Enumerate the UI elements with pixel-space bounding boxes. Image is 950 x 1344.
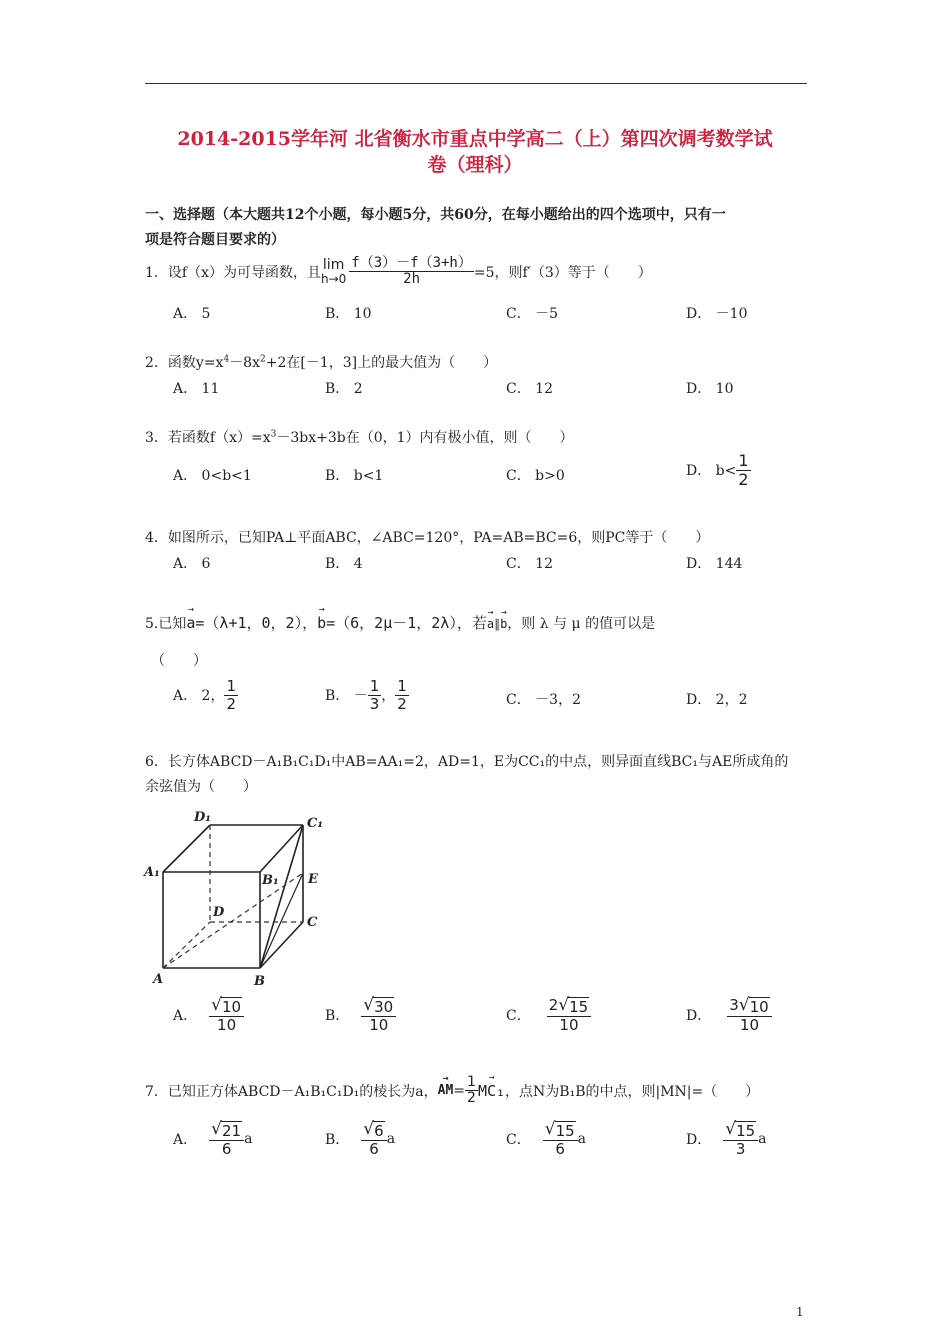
q3-tail: －3bx+3b在（0，1）内有极小值，则（ ） — [276, 430, 574, 446]
q5-opta-fraction — [224, 678, 238, 712]
q5-optb-den1: 3 — [369, 694, 380, 713]
label-D1: D₁ — [194, 810, 211, 825]
q6-opta-den: 10 — [217, 1016, 237, 1034]
q6-optd-radicand: 10 — [749, 998, 769, 1016]
q2-exp2: 2 — [260, 354, 266, 365]
label-A: A — [153, 972, 164, 987]
q3-exp: 3 — [270, 429, 277, 440]
q5-optb-sep: ， — [381, 688, 396, 704]
question-7 — [145, 1075, 759, 1107]
q1-lim-sub: h→0 — [320, 272, 347, 287]
q5-vector-b-cond: → b — [500, 617, 507, 631]
q3-optd-num: 1 — [738, 451, 749, 470]
exam-title-line1: 2014-2015学年河 北省衡水市重点中学高二（上）第四次调考数学试 — [177, 128, 773, 150]
q6-option-d — [686, 997, 772, 1034]
segment-BC1 — [260, 825, 303, 968]
q4-option-c: C． 12 — [506, 556, 553, 572]
q7-vector-mc1: → MC₁ — [478, 1082, 505, 1100]
q1-frac-den: 2h — [403, 271, 420, 288]
q6-option-b — [325, 997, 396, 1034]
q6-optd-label: D． — [686, 1008, 712, 1025]
q5-vector-a: → a — [186, 614, 195, 632]
q6-optc-coef: 2 — [548, 996, 559, 1014]
q4-option-d: D． 144 — [686, 556, 743, 572]
exam-title-line2: 卷（理科） — [427, 154, 523, 176]
q7-optb-fraction: √ 6 6 — [361, 1121, 386, 1158]
q7-optd-suffix: a — [758, 1131, 767, 1148]
q7-optc-fraction: √ 15 6 — [543, 1121, 578, 1158]
q7-tail: ，点N为B₁B的中点，则|MN|=（ ） — [505, 1083, 760, 1100]
question-5 — [145, 612, 655, 633]
q1-tail: =5，则f′（3）等于（ ） — [473, 264, 652, 281]
edge-A1D1 — [163, 825, 210, 872]
q6-opta-sqrt: √ 10 — [211, 995, 242, 1016]
q6-optd-coef: 3 — [729, 996, 739, 1014]
q2-tail: +2在[－1，3]上的最大值为（ ） — [265, 355, 498, 371]
q1-frac-num: f（3）－f（3+h） — [351, 255, 472, 271]
q7-vector-am: → AM — [438, 1083, 454, 1098]
q6-optd-den: 10 — [739, 1016, 760, 1034]
q7-optb-den: 6 — [369, 1140, 379, 1158]
q6-opta-radicand: 10 — [221, 998, 242, 1016]
label-A1: A₁ — [144, 865, 160, 880]
q1-option-d: D． －10 — [686, 306, 748, 322]
q7-opta-label: A． — [173, 1132, 198, 1149]
q6-cuboid-figure — [140, 805, 340, 990]
q5-opta-label: A． 2， — [173, 688, 225, 704]
q7-optd-label: D． — [686, 1132, 712, 1149]
question-1 — [145, 256, 652, 288]
q3-option-a: A． 0<b<1 — [173, 468, 252, 484]
q1-limit — [321, 257, 346, 287]
q3-optd-den: 2 — [738, 469, 749, 489]
q4-option-a: A． 6 — [173, 556, 211, 572]
q6-optb-radicand: 30 — [374, 998, 394, 1016]
q5-option-c: C． －3，2 — [506, 692, 581, 708]
q7-frac-num: 1 — [467, 1074, 476, 1090]
q5-optb-num2: 1 — [397, 677, 407, 695]
q7-optb-suffix: a — [386, 1131, 396, 1148]
q5-blank: （ ） — [151, 653, 207, 669]
q2-exp1: 4 — [223, 354, 230, 365]
q7-stem: 7．已知正方体ABCD－A₁B₁C₁D₁的棱长为a， — [145, 1083, 438, 1100]
q6-opta-fraction — [209, 997, 244, 1034]
q6-optc-radicand: 15 — [569, 998, 589, 1016]
q6-option-a — [173, 997, 244, 1034]
q7-optc-den: 6 — [555, 1140, 565, 1158]
q7-opta-suffix: a — [244, 1131, 253, 1148]
q3-stem: 3．若函数f（x）=x — [145, 430, 271, 446]
q6-optb-fraction — [361, 997, 396, 1034]
q1-option-b: B． 10 — [325, 306, 372, 322]
q6-optc-label: C． — [506, 1008, 531, 1025]
q6-optb-den: 10 — [369, 1016, 389, 1034]
q7-optc-suffix: a — [577, 1131, 587, 1148]
q7-option-d — [686, 1121, 767, 1158]
q3-option-b: B． b<1 — [325, 468, 384, 484]
question-2 — [145, 352, 497, 372]
q3-option-d — [686, 452, 751, 488]
q6-option-c — [506, 997, 591, 1034]
q7-half-fraction — [465, 1075, 478, 1107]
q5-optb-num1: 1 — [369, 677, 380, 695]
q2-option-c: C． 12 — [506, 381, 553, 397]
q7-opta-den: 6 — [221, 1140, 232, 1158]
q1-lim-text: lim — [322, 256, 345, 273]
q3-optd-fraction — [736, 452, 750, 488]
q2-stem: 2．函数y=x — [145, 355, 224, 371]
question-6-line2: 余弦值为（ ） — [145, 779, 257, 795]
q7-optd-den: 3 — [735, 1140, 746, 1158]
label-C1: C₁ — [307, 816, 324, 831]
q6-optd-sqrt: √ 10 — [738, 995, 769, 1016]
q7-optc-radicand: 15 — [555, 1122, 575, 1140]
q1-stem: 1．设f（x）为可导函数，且 — [145, 264, 321, 281]
q3-option-c: C． b>0 — [506, 468, 565, 484]
q7-option-a — [173, 1121, 252, 1158]
q5-tail: ，则 λ 与 μ 的值可以是 — [507, 616, 656, 632]
question-3 — [145, 427, 574, 447]
q6-optc-fraction — [547, 997, 591, 1034]
q5-opta-den: 2 — [226, 694, 237, 713]
question-6-line1: 6．长方体ABCD－A₁B₁C₁D₁中AB=AA₁=2，AD=1，E为CC₁的中点，则异面直线BC₁与AE所成角的 — [145, 754, 789, 770]
q5-optb-den2: 2 — [397, 694, 407, 713]
q5-optb-label: B． － — [325, 688, 368, 704]
q7-option-c — [506, 1121, 586, 1158]
q7-optd-radicand: 15 — [736, 1122, 756, 1140]
section-heading-line2: 项是符合题目要求的） — [145, 232, 285, 248]
label-E: E — [308, 872, 318, 887]
q6-opta-label: A． — [173, 1008, 198, 1025]
q5-parallel-symbol: ∥ — [494, 617, 501, 631]
q1-option-a: A． 5 — [173, 306, 211, 322]
q5-vector-a-cond: → a — [487, 617, 494, 631]
q5-vector-a-value: =（λ+1，0，2）， — [195, 614, 318, 632]
q7-frac-den: 2 — [467, 1090, 476, 1107]
q5-option-a — [173, 678, 238, 712]
q6-optb-sqrt: √ 30 — [363, 995, 394, 1016]
q5-opta-num: 1 — [226, 677, 237, 695]
q2-option-b: B． 2 — [325, 381, 363, 397]
q7-optb-label: B． — [325, 1132, 350, 1149]
q2-option-a: A． 11 — [173, 381, 220, 397]
q5-optb-fraction2 — [395, 678, 409, 712]
q7-optb-radicand: 6 — [374, 1122, 384, 1140]
q5-vector-b: → b — [317, 614, 326, 632]
label-B1: B₁ — [262, 873, 279, 888]
section-heading-line1: 一、选择题（本大题共12个小题，每小题5分，共60分，在每小题给出的四个选项中，只有一 — [145, 207, 726, 223]
label-D: D — [213, 905, 225, 920]
header-rule — [145, 83, 807, 84]
q5-optb-fraction1 — [368, 678, 382, 712]
label-B: B — [254, 974, 265, 989]
page-number: 1 — [796, 1305, 804, 1319]
q1-option-c: C． －5 — [506, 306, 559, 322]
label-C: C — [307, 915, 318, 930]
q1-fraction — [349, 256, 474, 288]
q7-optc-label: C． — [506, 1132, 531, 1149]
q6-optb-label: B． — [325, 1008, 350, 1025]
q2-mid: －8x — [229, 355, 260, 371]
question-4: 4．如图所示，已知PA⊥平面ABC，∠ABC=120°，PA=AB=BC=6，则PC等于（ ） — [145, 530, 710, 546]
q7-opta-fraction: √ 21 6 — [209, 1121, 244, 1158]
q7-option-b — [325, 1121, 395, 1158]
q7-optd-fraction: √ 15 3 — [723, 1121, 758, 1158]
q6-optc-sqrt: √ 15 — [558, 995, 589, 1016]
q5-vector-b-value: =（6，2μ－1，2λ），若 — [326, 614, 487, 632]
q6-optc-den: 10 — [559, 1016, 579, 1034]
q4-option-b: B． 4 — [325, 556, 363, 572]
q5-stem: 5.已知 — [145, 616, 187, 632]
q3-optd-label: D． b< — [686, 463, 737, 480]
q7-opta-radicand: 21 — [221, 1122, 242, 1140]
q5-option-d: D． 2，2 — [686, 692, 748, 708]
q5-option-b — [325, 678, 409, 712]
q6-optd-fraction — [727, 997, 771, 1034]
hidden-edge-AD — [163, 922, 210, 968]
q2-option-d: D． 10 — [686, 381, 734, 397]
q7-equals: = — [453, 1082, 466, 1099]
